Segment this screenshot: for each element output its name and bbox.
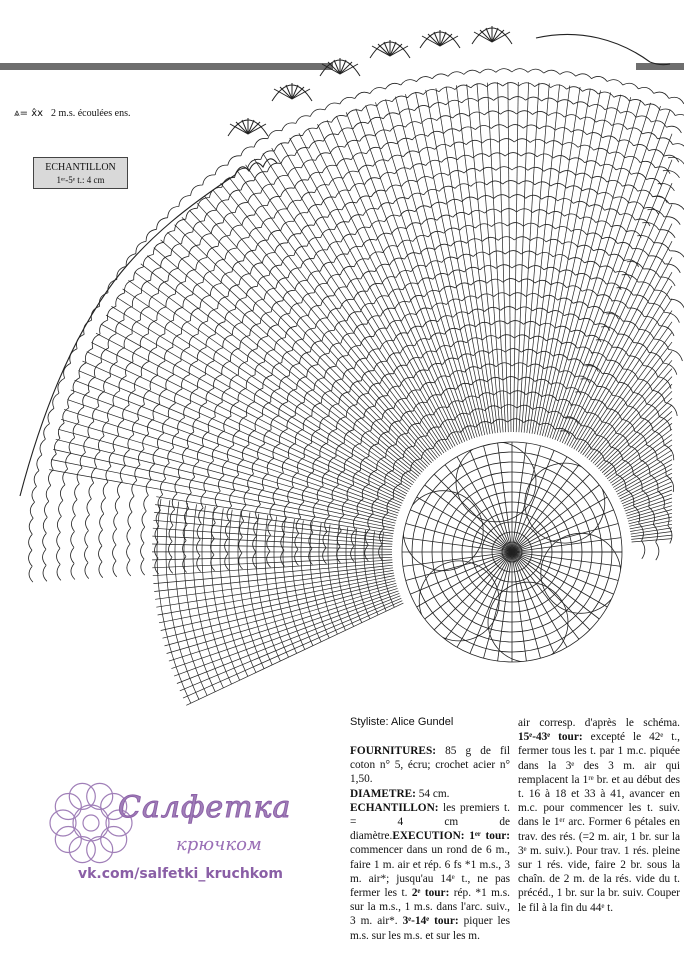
radial-line [555, 134, 672, 440]
center-ray [512, 457, 567, 552]
radial-line [527, 86, 570, 433]
instruction-text: excepté le 42ᵉ t., fermer tous les t. par 1 m.c. piquée dans la 3ᵉ des 3 m. air qui remplacent la 1ʳᵉ br. et au début des t. 16 à 18 et 33 à 41, avancer en m.c. pour commencer les t. suiv. dans le 1ᵉʳ arc. Former 6 pétales en trav. des rés. (=2 m. air, 1 br. sur la 3ᵉ m. suiv.). Pour trav. 1 rés. pleine sur 1 rés. vide, faire 2 br. sous la chaîn. de 2 m. de la rés. vide du t. précéd., 1 br. sur la br. suiv. Couper le fil à la fin du 44ᵉ t. [518, 731, 681, 914]
radial-line [514, 82, 519, 432]
radial-line [620, 473, 672, 499]
center-ray [512, 552, 590, 630]
stylist-credit: Styliste: Alice Gundel [350, 716, 454, 728]
watermark-url[interactable]: vk.com/salfetki_kruchkom [78, 866, 283, 882]
mesh-row [141, 181, 659, 576]
instruction-label: 3ᵉ-14ᵉ tour: [402, 915, 459, 928]
radial-line [318, 124, 463, 443]
mesh-row [642, 223, 675, 238]
radial-line [395, 97, 482, 436]
radial-line [565, 224, 672, 445]
edge-scallop [228, 118, 268, 136]
sample-box-subtitle: 1ᵉʳ-5ᵉ t.: 4 cm [56, 175, 105, 185]
radial-line [631, 528, 672, 534]
radial-line [156, 570, 393, 607]
radial-line [53, 449, 395, 525]
radial-line [446, 87, 495, 434]
mesh-row [596, 340, 671, 389]
sample-box-title: ECHANTILLON [45, 162, 116, 173]
edge-scallop [272, 83, 312, 101]
radial-line [607, 429, 672, 479]
watermark-subtitle: крючком [176, 834, 262, 855]
radial-line [117, 298, 411, 488]
legend-text: 2 m.s. écoulées ens. [51, 108, 131, 119]
radial-line [272, 148, 451, 449]
radial-line [56, 439, 396, 523]
edge-scallop [320, 58, 360, 76]
instruction-label: FOURNITURES: [350, 745, 436, 757]
sample-box [33, 157, 128, 189]
mesh-row [632, 249, 680, 273]
instruction-text: commencer dans un rond de 6 m., faire 1 m. air et rép. 6 fs *1 m.s., 3 m. air*; jusqu'au 14ᵉ t., ne pas fermer les t. [350, 844, 510, 900]
center-ray [457, 457, 512, 552]
radial-line [64, 409, 398, 515]
center-ray [484, 446, 513, 552]
instruction-label: 2ᵉ tour: [411, 887, 450, 900]
watermark [46, 778, 296, 888]
radial-line [547, 103, 650, 437]
radial-line [632, 539, 672, 542]
radial-line [111, 306, 409, 489]
radial-line [366, 105, 475, 438]
instruction-text: les premiers t. = 4 cm de diamètre. [350, 801, 510, 843]
radial-line [263, 153, 449, 450]
mesh-row [57, 97, 682, 581]
center-motif [402, 442, 622, 662]
radial-line [508, 82, 511, 432]
radial-line [550, 106, 661, 438]
radial-line [163, 581, 396, 639]
petal [525, 463, 605, 543]
center-ray [512, 552, 607, 607]
mesh-row [658, 183, 675, 190]
radial-line [58, 429, 396, 520]
instructions-column-1 [350, 744, 510, 943]
instruction-label: EXECUTION: 1ᵉʳ tour: [392, 830, 510, 843]
radial-line [183, 601, 402, 698]
petal [488, 582, 568, 662]
stitch-legend [14, 108, 130, 119]
mesh-row [99, 139, 670, 578]
radial-line [376, 102, 478, 437]
radial-line [254, 159, 446, 452]
center-ray [406, 552, 512, 581]
instruction-text: piquer les m.s. sur les m.s. et sur les m. [350, 915, 511, 942]
radial-line [557, 160, 672, 441]
radial-line [96, 333, 406, 496]
radial-line [175, 225, 426, 469]
center-ray [512, 552, 567, 647]
col2-text [518, 716, 680, 915]
radial-line [189, 210, 429, 465]
edge-scallop [472, 26, 512, 44]
radial-line [628, 510, 672, 522]
radial-line [186, 603, 403, 705]
watermark-title: Салфетка [118, 790, 292, 825]
instruction-text: 54 cm. [415, 787, 450, 800]
legend-symbol: ⩓= x̂x [14, 108, 44, 119]
mesh-row [570, 405, 672, 544]
edge-scallop [370, 40, 410, 58]
instruction-text: rép. *1 m.s. sur la m.s., 1 m.s. dans l'arc. suiv., 3 m. air*. [350, 887, 510, 928]
center-ray [417, 552, 512, 607]
radial-line [167, 586, 397, 654]
radial-line [516, 82, 528, 432]
center-ray [406, 524, 512, 553]
radial-line [597, 391, 672, 467]
radial-line [552, 109, 670, 439]
col1-text [350, 744, 510, 943]
radial-line [308, 129, 460, 444]
center-ray [512, 552, 618, 581]
instruction-label: 15ᵉ-43ᵉ tour: [518, 731, 583, 744]
radial-line [87, 352, 404, 501]
mesh-row [653, 196, 684, 211]
mesh-row [267, 307, 610, 568]
instruction-text: 85 g de fil coton n° 5, écru; crochet acier n° 1,50. [350, 745, 510, 786]
center-ray [457, 552, 512, 647]
radial-line [524, 84, 560, 432]
petal [456, 442, 536, 522]
radial-line [154, 512, 393, 538]
petal [541, 533, 621, 613]
petal [419, 561, 499, 641]
radial-lines [49, 82, 672, 705]
radial-line [587, 351, 672, 458]
radial-line [529, 87, 580, 433]
instruction-label: ECHANTILLON: [350, 801, 439, 814]
edge-scallop [420, 30, 460, 48]
center-ray [512, 524, 618, 553]
radial-line [346, 112, 470, 440]
instructions-column-2 [518, 716, 680, 915]
center-ray [417, 497, 512, 552]
petal [403, 491, 483, 571]
instruction-label: DIAMETRE: [350, 787, 416, 800]
center-ray [484, 552, 513, 658]
center-ray [512, 497, 607, 552]
radial-line [106, 315, 408, 491]
center-ray [434, 474, 512, 552]
radial-line [281, 143, 453, 448]
center-ray [512, 446, 541, 552]
radial-line [169, 588, 398, 661]
radial-line [327, 120, 465, 442]
instruction-text: air corresp. d'après le schéma. [518, 717, 680, 729]
radial-line [519, 83, 539, 432]
center-ray [512, 552, 541, 658]
radial-line [177, 596, 400, 684]
